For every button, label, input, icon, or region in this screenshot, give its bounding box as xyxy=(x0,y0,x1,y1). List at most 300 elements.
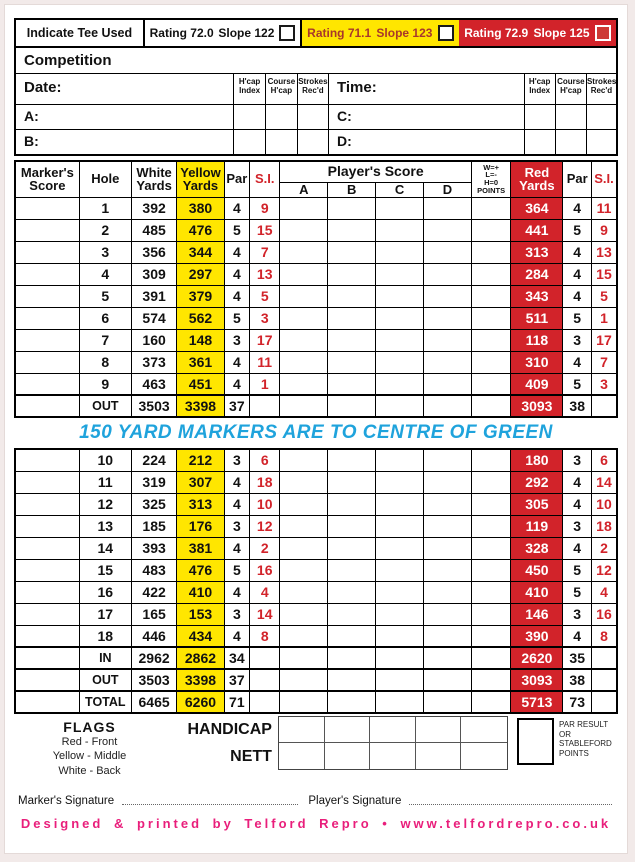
hole-row-10 xyxy=(15,449,617,471)
cell-marker[interactable] xyxy=(15,625,79,647)
cell-yellow: 476 xyxy=(177,219,224,241)
cell-si: 3 xyxy=(250,307,280,329)
nett-cell-a[interactable] xyxy=(279,743,325,769)
cell-b[interactable] xyxy=(328,625,376,647)
cell-marker[interactable] xyxy=(15,307,79,329)
cell-red: 305 xyxy=(511,493,563,515)
cell-marker[interactable] xyxy=(15,449,79,471)
cell-marker[interactable] xyxy=(15,647,79,669)
cell-marker[interactable] xyxy=(15,197,79,219)
bottom-section xyxy=(14,716,618,778)
cell-c[interactable] xyxy=(376,515,424,537)
handicap-cell-b[interactable] xyxy=(325,717,371,743)
cell-d[interactable] xyxy=(424,285,472,307)
nett-cell-c[interactable] xyxy=(370,743,416,769)
cell-a[interactable] xyxy=(280,329,328,351)
cell-rsi: 12 xyxy=(591,559,617,581)
cell-a[interactable] xyxy=(280,581,328,603)
cell-d[interactable] xyxy=(424,449,472,471)
cell-points[interactable] xyxy=(471,307,510,329)
cell-d[interactable] xyxy=(424,329,472,351)
cell-rpar: 4 xyxy=(563,493,591,515)
tee-strip xyxy=(14,18,618,48)
time-label: Time: xyxy=(328,74,524,104)
cell-hole: 4 xyxy=(79,263,131,285)
cell-a[interactable] xyxy=(280,373,328,395)
cell-white: 224 xyxy=(131,449,176,471)
cell-marker[interactable] xyxy=(15,351,79,373)
cell-points[interactable] xyxy=(471,515,510,537)
cell-points[interactable] xyxy=(471,625,510,647)
cell-par: 71 xyxy=(224,691,249,713)
cell-points[interactable] xyxy=(471,537,510,559)
cell-si: 17 xyxy=(250,329,280,351)
cell-b[interactable] xyxy=(328,285,376,307)
red-si-header: S.I. xyxy=(591,161,617,197)
cell-rpar: 5 xyxy=(563,581,591,603)
nett-cell-d[interactable] xyxy=(416,743,462,769)
cell-a[interactable] xyxy=(280,197,328,219)
cell-d[interactable] xyxy=(424,395,472,417)
cell-si: 13 xyxy=(250,263,280,285)
flag-red-front: Red - Front xyxy=(61,736,118,748)
white-tee-section xyxy=(145,20,302,46)
cell-points[interactable] xyxy=(471,471,510,493)
cell-points[interactable] xyxy=(471,219,510,241)
cell-c[interactable] xyxy=(376,603,424,625)
cell-b[interactable] xyxy=(328,241,376,263)
cell-b[interactable] xyxy=(328,351,376,373)
cell-red: 310 xyxy=(511,351,563,373)
cell-c[interactable] xyxy=(376,647,424,669)
cell-b[interactable] xyxy=(328,329,376,351)
cell-a[interactable] xyxy=(280,449,328,471)
strokes-recd-header-right: Strokes Rec'd xyxy=(586,74,616,104)
cell-d[interactable] xyxy=(424,669,472,691)
cell-c[interactable] xyxy=(376,537,424,559)
cell-par: 4 xyxy=(224,197,249,219)
cell-hole: 3 xyxy=(79,241,131,263)
cell-d[interactable] xyxy=(424,351,472,373)
cell-par: 4 xyxy=(224,493,249,515)
cell-points[interactable] xyxy=(471,581,510,603)
cell-par: 34 xyxy=(224,647,249,669)
cell-hole: 9 xyxy=(79,373,131,395)
cell-white: 373 xyxy=(131,351,176,373)
cell-a[interactable] xyxy=(280,647,328,669)
cell-yellow: 434 xyxy=(177,625,224,647)
cell-marker[interactable] xyxy=(15,219,79,241)
cell-yellow: 451 xyxy=(177,373,224,395)
cell-rpar: 4 xyxy=(563,197,591,219)
handicap-nett-grid xyxy=(278,716,508,770)
player-d-label: D: xyxy=(328,130,524,154)
cell-marker[interactable] xyxy=(15,373,79,395)
cell-marker[interactable] xyxy=(15,669,79,691)
score-table-header xyxy=(15,161,617,197)
cell-b[interactable] xyxy=(328,263,376,285)
cell-rpar: 35 xyxy=(563,647,591,669)
cell-c[interactable] xyxy=(376,395,424,417)
markers-signature-line[interactable] xyxy=(122,795,298,805)
cell-c[interactable] xyxy=(376,329,424,351)
cell-marker[interactable] xyxy=(15,515,79,537)
cell-points[interactable] xyxy=(471,691,510,713)
cell-c[interactable] xyxy=(376,471,424,493)
cell-b[interactable] xyxy=(328,471,376,493)
cell-par: 3 xyxy=(224,449,249,471)
player-b-strokes-cell[interactable] xyxy=(297,130,328,154)
cell-b[interactable] xyxy=(328,219,376,241)
cell-points[interactable] xyxy=(471,647,510,669)
cell-d[interactable] xyxy=(424,197,472,219)
cell-d[interactable] xyxy=(424,471,472,493)
date-label: Date: xyxy=(24,79,62,96)
hole-row-1 xyxy=(15,197,617,219)
cell-d[interactable] xyxy=(424,307,472,329)
cell-red: 450 xyxy=(511,559,563,581)
cell-d[interactable] xyxy=(424,219,472,241)
cell-a[interactable] xyxy=(280,219,328,241)
cell-yellow: 297 xyxy=(177,263,224,285)
cell-a[interactable] xyxy=(280,603,328,625)
cell-par: 4 xyxy=(224,241,249,263)
cell-points[interactable] xyxy=(471,351,510,373)
cell-c[interactable] xyxy=(376,449,424,471)
cell-si xyxy=(250,395,280,417)
scorecard xyxy=(4,4,628,854)
par-result-area xyxy=(508,716,618,765)
cell-b[interactable] xyxy=(328,581,376,603)
handicap-label: HANDICAP xyxy=(187,721,272,738)
cell-marker[interactable] xyxy=(15,329,79,351)
par-result-box[interactable] xyxy=(517,718,554,765)
competition-box xyxy=(14,48,618,156)
cell-red: 180 xyxy=(511,449,563,471)
cell-white: 165 xyxy=(131,603,176,625)
cell-par: 37 xyxy=(224,395,249,417)
players-row-bd xyxy=(16,129,616,154)
hcap-index-header-left: H'cap Index xyxy=(233,74,265,104)
markers-score-header: Marker's Score xyxy=(15,161,79,197)
cell-marker[interactable] xyxy=(15,395,79,417)
cell-red: 3093 xyxy=(511,669,563,691)
cell-marker[interactable] xyxy=(15,603,79,625)
handicap-cell-points[interactable] xyxy=(461,717,507,743)
cell-red: 313 xyxy=(511,241,563,263)
cell-marker[interactable] xyxy=(15,285,79,307)
cell-white: 391 xyxy=(131,285,176,307)
cell-rsi: 1 xyxy=(591,307,617,329)
cell-points[interactable] xyxy=(471,329,510,351)
cell-d[interactable] xyxy=(424,603,472,625)
hole-header: Hole xyxy=(79,161,131,197)
cell-d[interactable] xyxy=(424,647,472,669)
cell-a[interactable] xyxy=(280,669,328,691)
total-row-out xyxy=(15,395,617,417)
cell-b[interactable] xyxy=(328,669,376,691)
cell-yellow: 176 xyxy=(177,515,224,537)
cell-rpar: 5 xyxy=(563,219,591,241)
cell-points[interactable] xyxy=(471,669,510,691)
player-d-hcap-index-cell[interactable] xyxy=(524,130,555,154)
cell-white: 2962 xyxy=(131,647,176,669)
cell-par: 5 xyxy=(224,307,249,329)
cell-c[interactable] xyxy=(376,241,424,263)
cell-hole: IN xyxy=(79,647,131,669)
cell-points[interactable] xyxy=(471,493,510,515)
competition-label: Competition xyxy=(16,48,616,74)
cell-si xyxy=(250,691,280,713)
course-hcap-header-left: Course H'cap xyxy=(265,74,297,104)
cell-marker[interactable] xyxy=(15,691,79,713)
cell-a[interactable] xyxy=(280,351,328,373)
cell-c[interactable] xyxy=(376,691,424,713)
cell-par: 4 xyxy=(224,581,249,603)
cell-points[interactable] xyxy=(471,373,510,395)
flags-legend xyxy=(14,716,165,778)
cell-a[interactable] xyxy=(280,493,328,515)
cell-points[interactable] xyxy=(471,197,510,219)
cell-points[interactable] xyxy=(471,395,510,417)
cell-si: 12 xyxy=(250,515,280,537)
player-a-course-hcap-cell[interactable] xyxy=(265,105,297,129)
cell-rpar: 4 xyxy=(563,351,591,373)
cell-yellow: 212 xyxy=(177,449,224,471)
cell-rsi xyxy=(591,691,617,713)
player-a-label: A: xyxy=(24,108,39,124)
cell-si: 1 xyxy=(250,373,280,395)
hole-row-14 xyxy=(15,537,617,559)
cell-red: 146 xyxy=(511,603,563,625)
player-c-hcap-index-cell[interactable] xyxy=(524,105,555,129)
cell-red: 284 xyxy=(511,263,563,285)
cell-si: 6 xyxy=(250,449,280,471)
course-hcap-header-right: Course H'cap xyxy=(555,74,586,104)
cell-c[interactable] xyxy=(376,559,424,581)
cell-points[interactable] xyxy=(471,603,510,625)
cell-hole: TOTAL xyxy=(79,691,131,713)
cell-points[interactable] xyxy=(471,559,510,581)
white-yards-header: White Yards xyxy=(131,161,176,197)
cell-si: 18 xyxy=(250,471,280,493)
cell-b[interactable] xyxy=(328,559,376,581)
markers-signature-label: Marker's Signature xyxy=(18,794,115,807)
cell-rpar: 3 xyxy=(563,329,591,351)
cell-yellow: 344 xyxy=(177,241,224,263)
cell-white: 325 xyxy=(131,493,176,515)
cell-si xyxy=(250,647,280,669)
cell-marker[interactable] xyxy=(15,241,79,263)
cell-c[interactable] xyxy=(376,351,424,373)
cell-a[interactable] xyxy=(280,471,328,493)
cell-d[interactable] xyxy=(424,691,472,713)
cell-b[interactable] xyxy=(328,537,376,559)
nett-cell-points[interactable] xyxy=(461,743,507,769)
cell-yellow: 476 xyxy=(177,559,224,581)
front-nine-table xyxy=(14,160,618,418)
cell-a[interactable] xyxy=(280,241,328,263)
cell-par: 4 xyxy=(224,625,249,647)
flag-yellow-middle: Yellow - Middle xyxy=(52,750,127,763)
cell-hole: 6 xyxy=(79,307,131,329)
cell-a[interactable] xyxy=(280,537,328,559)
yellow-tee-checkbox[interactable] xyxy=(438,25,454,41)
cell-a[interactable] xyxy=(280,515,328,537)
cell-rsi: 18 xyxy=(591,515,617,537)
cell-red: 119 xyxy=(511,515,563,537)
cell-d[interactable] xyxy=(424,373,472,395)
par-header: Par xyxy=(224,161,249,197)
flags-title: FLAGS xyxy=(63,719,116,735)
cell-white: 3503 xyxy=(131,395,176,417)
cell-d[interactable] xyxy=(424,559,472,581)
players-signature-line[interactable] xyxy=(409,795,612,805)
cell-rpar: 4 xyxy=(563,241,591,263)
cell-b[interactable] xyxy=(328,493,376,515)
cell-points[interactable] xyxy=(471,285,510,307)
cell-marker[interactable] xyxy=(15,263,79,285)
cell-a[interactable] xyxy=(280,263,328,285)
cell-b[interactable] xyxy=(328,691,376,713)
cell-white: 309 xyxy=(131,263,176,285)
cell-a[interactable] xyxy=(280,691,328,713)
par-result-label: PAR RESULT OR STABLEFORD POINTS xyxy=(559,720,612,758)
cell-si: 8 xyxy=(250,625,280,647)
nett-cell-b[interactable] xyxy=(325,743,371,769)
cell-par: 5 xyxy=(224,219,249,241)
yard-markers-banner: 150 YARD MARKERS ARE TO CENTRE OF GREEN xyxy=(79,422,553,443)
cell-si: 10 xyxy=(250,493,280,515)
cell-b[interactable] xyxy=(328,449,376,471)
cell-a[interactable] xyxy=(280,285,328,307)
cell-d[interactable] xyxy=(424,493,472,515)
player-d-strokes-cell[interactable] xyxy=(586,130,616,154)
red-tee-rating: Rating 72.9 xyxy=(464,26,529,40)
cell-red: 5713 xyxy=(511,691,563,713)
cell-c[interactable] xyxy=(376,307,424,329)
cell-d[interactable] xyxy=(424,515,472,537)
cell-a[interactable] xyxy=(280,307,328,329)
cell-b[interactable] xyxy=(328,395,376,417)
cell-b[interactable] xyxy=(328,307,376,329)
total-row-out xyxy=(15,669,617,691)
hole-row-6 xyxy=(15,307,617,329)
cell-c[interactable] xyxy=(376,263,424,285)
player-c-course-hcap-cell[interactable] xyxy=(555,105,586,129)
cell-marker[interactable] xyxy=(15,471,79,493)
cell-white: 463 xyxy=(131,373,176,395)
player-b-hcap-index-cell[interactable] xyxy=(233,130,265,154)
handicap-cell-a[interactable] xyxy=(279,717,325,743)
cell-white: 446 xyxy=(131,625,176,647)
red-tee-section xyxy=(459,20,616,46)
cell-yellow: 3398 xyxy=(177,669,224,691)
cell-hole: OUT xyxy=(79,395,131,417)
player-d-col-header: D xyxy=(424,182,472,197)
red-tee-checkbox[interactable] xyxy=(595,25,611,41)
white-tee-checkbox[interactable] xyxy=(279,25,295,41)
cell-hole: 5 xyxy=(79,285,131,307)
cell-hole: 11 xyxy=(79,471,131,493)
cell-d[interactable] xyxy=(424,625,472,647)
flag-white-back: White - Back xyxy=(58,764,121,777)
total-row-total xyxy=(15,691,617,713)
player-b-label: B: xyxy=(24,133,39,149)
yellow-tee-section xyxy=(302,20,459,46)
cell-c[interactable] xyxy=(376,581,424,603)
cell-si: 5 xyxy=(250,285,280,307)
cell-b[interactable] xyxy=(328,515,376,537)
handicap-cell-d[interactable] xyxy=(416,717,462,743)
player-d-course-hcap-cell[interactable] xyxy=(555,130,586,154)
hcap-index-header-right: H'cap Index xyxy=(524,74,555,104)
player-a-strokes-cell[interactable] xyxy=(297,105,328,129)
cell-c[interactable] xyxy=(376,373,424,395)
player-a-hcap-index-cell[interactable] xyxy=(233,105,265,129)
cell-hole: 7 xyxy=(79,329,131,351)
cell-rpar: 4 xyxy=(563,285,591,307)
cell-marker[interactable] xyxy=(15,559,79,581)
cell-si: 9 xyxy=(250,197,280,219)
cell-c[interactable] xyxy=(376,493,424,515)
cell-a[interactable] xyxy=(280,625,328,647)
cell-d[interactable] xyxy=(424,263,472,285)
cell-c[interactable] xyxy=(376,669,424,691)
player-b-col-header: B xyxy=(328,182,376,197)
total-row-in xyxy=(15,647,617,669)
cell-points[interactable] xyxy=(471,241,510,263)
cell-points[interactable] xyxy=(471,449,510,471)
cell-hole: 17 xyxy=(79,603,131,625)
cell-b[interactable] xyxy=(328,603,376,625)
cell-marker[interactable] xyxy=(15,537,79,559)
hole-row-8 xyxy=(15,351,617,373)
player-c-strokes-cell[interactable] xyxy=(586,105,616,129)
cell-b[interactable] xyxy=(328,373,376,395)
cell-white: 422 xyxy=(131,581,176,603)
cell-b[interactable] xyxy=(328,647,376,669)
players-row-ac xyxy=(16,104,616,129)
players-signature-label: Player's Signature xyxy=(308,794,402,807)
yellow-tee-rating: Rating 71.1 xyxy=(307,26,372,40)
cell-points[interactable] xyxy=(471,263,510,285)
hole-row-18 xyxy=(15,625,617,647)
cell-c[interactable] xyxy=(376,197,424,219)
cell-a[interactable] xyxy=(280,559,328,581)
handicap-cell-c[interactable] xyxy=(370,717,416,743)
cell-b[interactable] xyxy=(328,197,376,219)
player-b-course-hcap-cell[interactable] xyxy=(265,130,297,154)
hole-row-13 xyxy=(15,515,617,537)
cell-d[interactable] xyxy=(424,581,472,603)
cell-red: 118 xyxy=(511,329,563,351)
yellow-yards-header: Yellow Yards xyxy=(177,161,224,197)
cell-yellow: 3398 xyxy=(177,395,224,417)
cell-c[interactable] xyxy=(376,625,424,647)
cell-hole: 15 xyxy=(79,559,131,581)
cell-c[interactable] xyxy=(376,285,424,307)
cell-c[interactable] xyxy=(376,219,424,241)
cell-a[interactable] xyxy=(280,395,328,417)
cell-d[interactable] xyxy=(424,537,472,559)
cell-marker[interactable] xyxy=(15,581,79,603)
cell-d[interactable] xyxy=(424,241,472,263)
cell-marker[interactable] xyxy=(15,493,79,515)
cell-red: 410 xyxy=(511,581,563,603)
yellow-tee-slope: Slope 123 xyxy=(376,26,433,40)
cell-par: 3 xyxy=(224,329,249,351)
